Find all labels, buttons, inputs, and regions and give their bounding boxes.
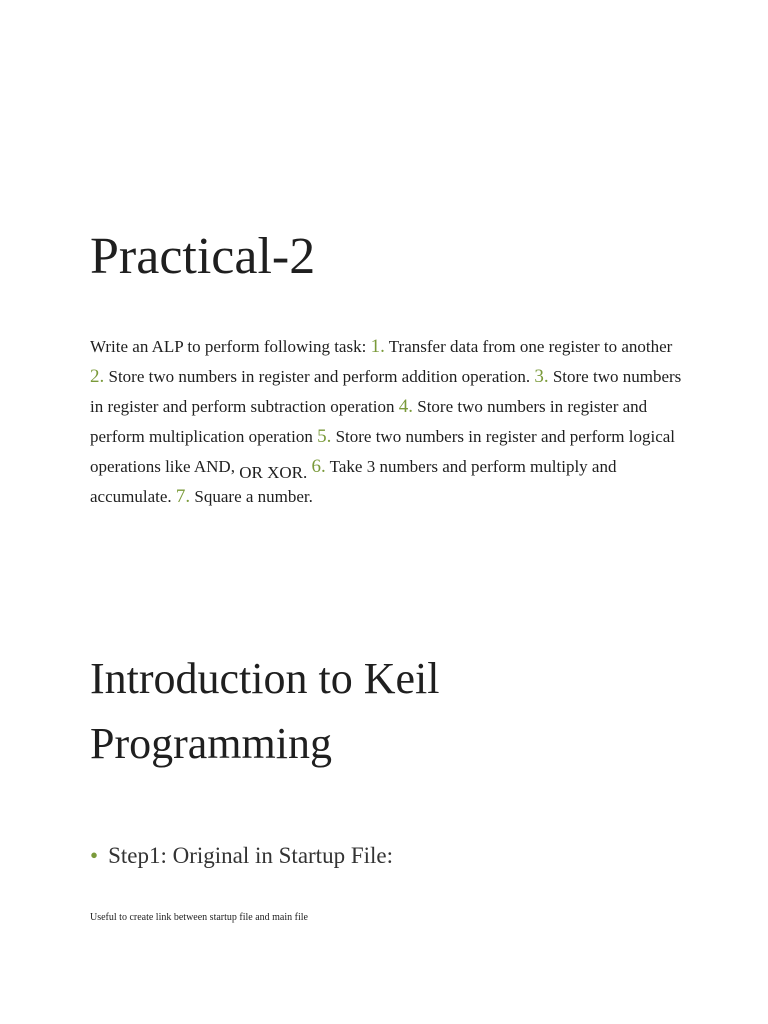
task-text: Store two numbers in register and perform multiplication operation <box>90 397 648 446</box>
task-number: 4. <box>398 396 413 417</box>
task-text: Square a number. <box>194 487 313 506</box>
bullet-list-item <box>90 840 393 872</box>
task-number: 7. <box>175 486 191 507</box>
task-number: 6. <box>311 456 326 477</box>
note-text: Useful to create link between startup file and main file <box>90 912 308 923</box>
task-text: Store two numbers in register and perform addition operation. <box>108 367 531 386</box>
task-number: 2. <box>90 366 105 387</box>
task-number: 3. <box>534 366 549 387</box>
bullet-text: Step1: Original in Startup File: <box>108 843 393 868</box>
task-number: 5. <box>317 426 332 447</box>
page-title: Practical-2 <box>90 228 316 285</box>
task-text: Store two numbers in register and perform subtraction operation <box>90 367 682 416</box>
task-intro: Write an ALP to perform following task: <box>90 337 367 356</box>
task-text: Store two numbers in register and perform logical operations like AND, <box>90 427 676 476</box>
task-number: 1. <box>370 336 385 357</box>
task-text: Take 3 numbers and perform multiply and accumulate. <box>90 457 617 506</box>
task-text: Transfer data from one register to another <box>388 337 673 356</box>
task-text-tail: OR XOR. <box>239 463 308 482</box>
bullet-icon: • <box>90 843 99 868</box>
task-paragraph <box>90 332 690 512</box>
section-heading: Introduction to Keil Programming <box>90 654 440 768</box>
